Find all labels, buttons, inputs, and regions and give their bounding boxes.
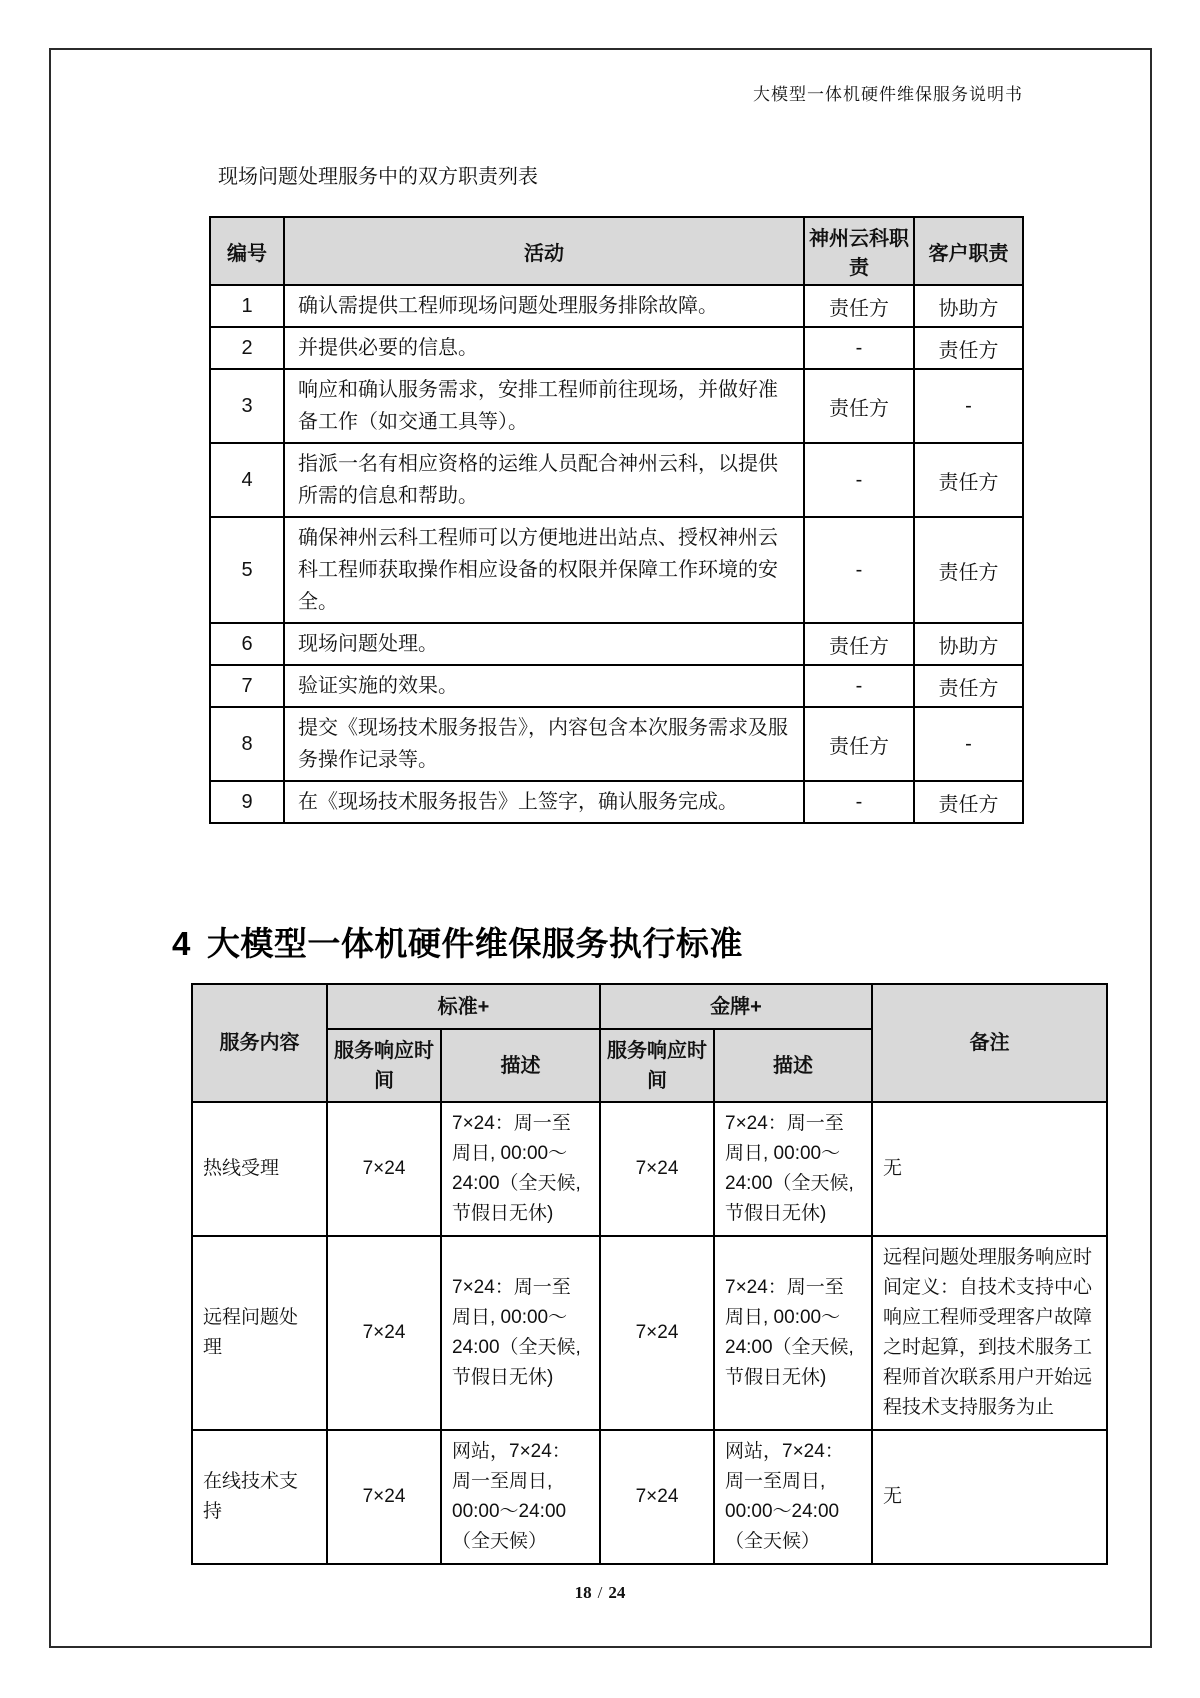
row-activity: 确认需提供工程师现场问题处理服务排除故障。 <box>284 285 804 327</box>
col-header-customer: 客户职责 <box>914 217 1023 285</box>
page-number-separator: / <box>597 1583 603 1602</box>
row-gold-desc: 7×24：周一至周日, 00:00～24:00（全天候, 节假日无休) <box>714 1102 872 1236</box>
row-no: 4 <box>210 443 284 517</box>
row-customer-role: 责任方 <box>914 665 1023 707</box>
row-remark: 无 <box>872 1430 1107 1564</box>
row-vendor-role: 责任方 <box>804 369 914 443</box>
row-service: 远程问题处理 <box>192 1236 327 1430</box>
row-no: 3 <box>210 369 284 443</box>
table-row <box>210 517 1023 623</box>
row-vendor-role: 责任方 <box>804 285 914 327</box>
table-row <box>192 1102 1107 1236</box>
table-row <box>210 327 1023 369</box>
col-header-response-time-gold: 服务响应时间 <box>600 1029 714 1102</box>
table-row <box>210 443 1023 517</box>
table-row <box>210 707 1023 781</box>
row-activity: 指派一名有相应资格的运维人员配合神州云科，以提供所需的信息和帮助。 <box>284 443 804 517</box>
col-header-desc-standard: 描述 <box>441 1029 600 1102</box>
row-customer-role: - <box>914 707 1023 781</box>
row-gold-time: 7×24 <box>600 1102 714 1236</box>
col-header-remark: 备注 <box>872 984 1107 1102</box>
row-vendor-role: - <box>804 517 914 623</box>
table-row <box>192 1430 1107 1564</box>
row-customer-role: 责任方 <box>914 517 1023 623</box>
row-gold-desc: 网站，7×24：周一至周日, 00:00～24:00（全天候） <box>714 1430 872 1564</box>
row-standard-time: 7×24 <box>327 1102 441 1236</box>
table1-caption: 现场问题处理服务中的双方职责列表 <box>218 166 538 188</box>
row-activity: 并提供必要的信息。 <box>284 327 804 369</box>
row-standard-desc: 7×24：周一至周日, 00:00～24:00（全天候, 节假日无休) <box>441 1236 600 1430</box>
row-vendor-role: 责任方 <box>804 707 914 781</box>
table-row <box>210 285 1023 327</box>
current-page-number: 18 <box>574 1583 592 1602</box>
row-no: 6 <box>210 623 284 665</box>
row-service: 热线受理 <box>192 1102 327 1236</box>
row-customer-role: 协助方 <box>914 285 1023 327</box>
row-no: 7 <box>210 665 284 707</box>
col-header-activity: 活动 <box>284 217 804 285</box>
section-title: 大模型一体机硬件维保服务执行标准 <box>206 925 743 962</box>
table-header-row-groups <box>192 984 1107 1029</box>
total-page-number: 24 <box>608 1583 626 1602</box>
row-activity: 提交《现场技术服务报告》，内容包含本次服务需求及服务操作记录等。 <box>284 707 804 781</box>
row-gold-time: 7×24 <box>600 1236 714 1430</box>
responsibility-table <box>209 216 1024 824</box>
row-vendor-role: - <box>804 327 914 369</box>
table-header-row <box>210 217 1023 285</box>
row-activity: 现场问题处理。 <box>284 623 804 665</box>
col-group-gold: 金牌+ <box>600 984 872 1029</box>
table-row <box>210 781 1023 823</box>
row-standard-time: 7×24 <box>327 1430 441 1564</box>
section-number: 4 <box>172 925 191 962</box>
table-row <box>210 369 1023 443</box>
row-customer-role: 责任方 <box>914 781 1023 823</box>
row-vendor-role: - <box>804 443 914 517</box>
col-header-vendor: 神州云科职责 <box>804 217 914 285</box>
row-customer-role: 责任方 <box>914 443 1023 517</box>
row-vendor-role: 责任方 <box>804 623 914 665</box>
section-heading <box>172 918 743 965</box>
col-header-service: 服务内容 <box>192 984 327 1102</box>
row-activity: 确保神州云科工程师可以方便地进出站点、授权神州云科工程师获取操作相应设备的权限并保障工作环境的安全。 <box>284 517 804 623</box>
row-activity: 验证实施的效果。 <box>284 665 804 707</box>
col-group-standard: 标准+ <box>327 984 600 1029</box>
row-gold-time: 7×24 <box>600 1430 714 1564</box>
row-no: 2 <box>210 327 284 369</box>
row-no: 5 <box>210 517 284 623</box>
row-activity: 响应和确认服务需求，安排工程师前往现场，并做好准备工作（如交通工具等）。 <box>284 369 804 443</box>
row-service: 在线技术支持 <box>192 1430 327 1564</box>
col-header-desc-gold: 描述 <box>714 1029 872 1102</box>
row-gold-desc: 7×24：周一至周日, 00:00～24:00（全天候, 节假日无休) <box>714 1236 872 1430</box>
row-no: 9 <box>210 781 284 823</box>
table-row <box>210 665 1023 707</box>
row-customer-role: 责任方 <box>914 327 1023 369</box>
row-remark: 无 <box>872 1102 1107 1236</box>
row-vendor-role: - <box>804 781 914 823</box>
row-no: 8 <box>210 707 284 781</box>
page-number-footer <box>0 1583 1200 1603</box>
row-standard-desc: 7×24：周一至周日, 00:00～24:00（全天候, 节假日无休) <box>441 1102 600 1236</box>
row-vendor-role: - <box>804 665 914 707</box>
row-customer-role: - <box>914 369 1023 443</box>
row-standard-desc: 网站，7×24：周一至周日, 00:00～24:00（全天候） <box>441 1430 600 1564</box>
document-header-title: 大模型一体机硬件维保服务说明书 <box>753 85 1023 104</box>
row-standard-time: 7×24 <box>327 1236 441 1430</box>
table-row <box>210 623 1023 665</box>
row-activity: 在《现场技术服务报告》上签字，确认服务完成。 <box>284 781 804 823</box>
col-header-response-time-standard: 服务响应时间 <box>327 1029 441 1102</box>
row-no: 1 <box>210 285 284 327</box>
row-remark: 远程问题处理服务响应时间定义：自技术支持中心响应工程师受理客户故障之时起算，到技术服务工程师首次联系用户开始远程技术支持服务为止 <box>872 1236 1107 1430</box>
table-row <box>192 1236 1107 1430</box>
sla-standards-table <box>191 983 1108 1565</box>
col-header-no: 编号 <box>210 217 284 285</box>
row-customer-role: 协助方 <box>914 623 1023 665</box>
